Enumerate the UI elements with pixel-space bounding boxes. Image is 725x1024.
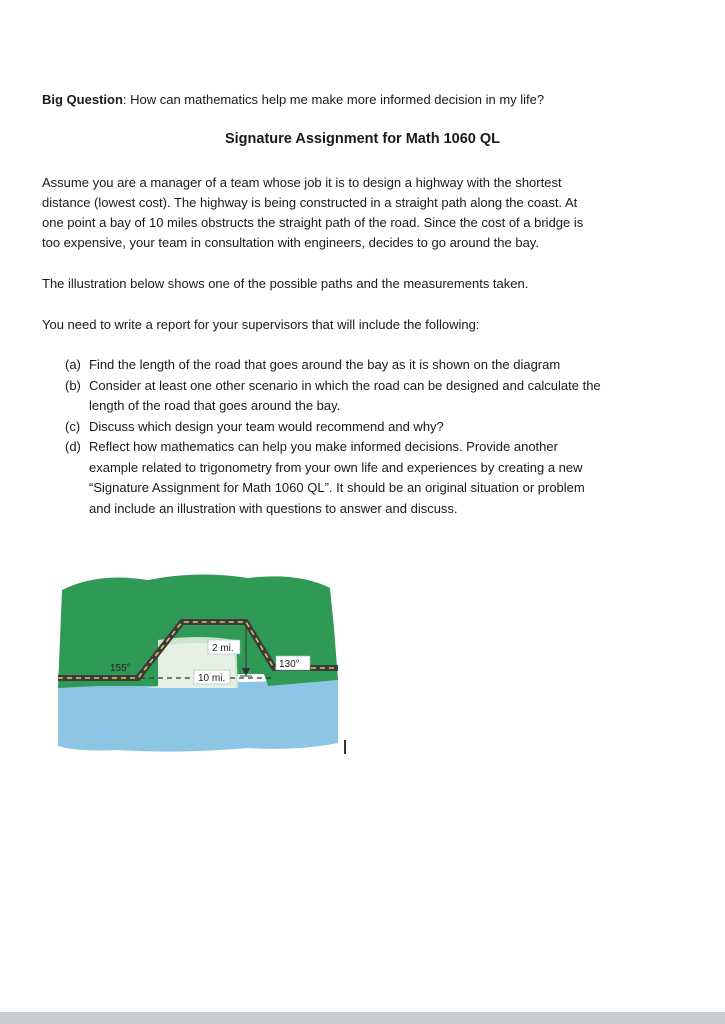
list-item-text: length of the road that goes around the bay. bbox=[89, 398, 341, 413]
list-item-label: (b) bbox=[65, 377, 81, 393]
list-item-b bbox=[65, 376, 665, 417]
requirements-list bbox=[65, 355, 665, 519]
big-question-text: : How can mathematics help me make more informed decision in my life? bbox=[122, 92, 545, 107]
bay-diagram bbox=[58, 568, 338, 753]
list-item-text: Consider at least one other scenario in which the road can be designed and calculate the bbox=[89, 377, 601, 393]
list-item-label: (c) bbox=[65, 418, 81, 434]
paragraph-3: You need to write a report for your supervisors that will include the following: bbox=[42, 317, 480, 332]
list-item-text: Reflect how mathematics can help you make informed decisions. Provide another bbox=[89, 439, 558, 454]
paragraph-2: The illustration below shows one of the possible paths and the measurements taken. bbox=[42, 276, 529, 291]
big-question-label: Big Question bbox=[42, 92, 123, 107]
bottom-bar bbox=[0, 1012, 725, 1024]
big-question bbox=[42, 90, 544, 110]
paragraph-1-line-4: too expensive, your team in consultation with engineers, decides to go around the bay. bbox=[42, 235, 539, 250]
paragraph-1-line-2: distance (lowest cost). The highway is being constructed in a straight path along the coast. At bbox=[42, 195, 578, 210]
list-item-text: “Signature Assignment for Math 1060 QL”. It should be an original situation or problem bbox=[89, 480, 585, 495]
width-label: 10 mi. bbox=[198, 673, 226, 684]
bay-water bbox=[58, 680, 338, 752]
page-title: Signature Assignment for Math 1060 QL bbox=[224, 131, 500, 147]
list-item-text: example related to trigonometry from your own life and experiences by creating a new bbox=[89, 459, 583, 475]
list-item-a bbox=[65, 355, 665, 376]
list-item-text: Discuss which design your team would recommend and why? bbox=[89, 418, 444, 434]
list-item-d bbox=[65, 437, 665, 519]
list-item-text: Find the length of the road that goes around the bay as it is shown on the diagram bbox=[89, 357, 561, 372]
height-label: 2 mi. bbox=[212, 643, 234, 654]
list-item-label: (a) bbox=[65, 357, 81, 372]
list-item-c bbox=[65, 417, 665, 438]
text-cursor bbox=[344, 740, 346, 754]
angle-right-label: 130° bbox=[279, 659, 300, 670]
list-item-label: (d) bbox=[65, 439, 81, 454]
paragraph-1-line-3: one point a bay of 10 miles obstructs the straight path of the road. Since the cost of a bridge is bbox=[42, 215, 584, 230]
list-item-text: and include an illustration with questions to answer and discuss. bbox=[89, 500, 458, 516]
paragraph-1-line-1: Assume you are a manager of a team whose job it is to design a highway with the shortest bbox=[42, 175, 562, 190]
angle-left-label: 155° bbox=[110, 663, 131, 674]
